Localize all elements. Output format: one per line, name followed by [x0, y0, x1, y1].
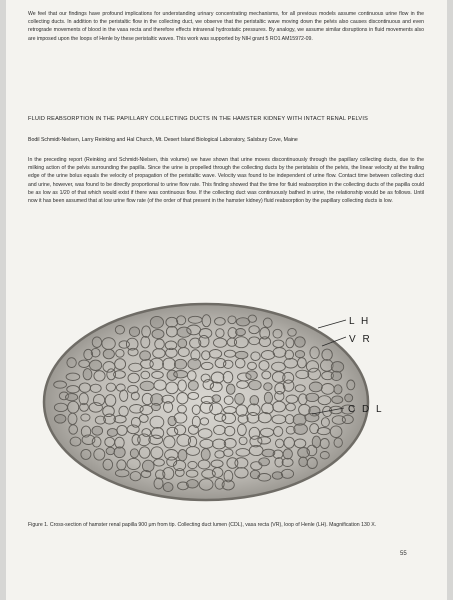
tissue-cell — [188, 381, 198, 391]
tissue-cell — [259, 458, 270, 466]
tissue-cell — [103, 349, 114, 359]
tissue-cell — [150, 316, 163, 328]
page-number: 55 — [400, 551, 407, 557]
tissue-cell — [246, 371, 257, 380]
tissue-cell — [188, 359, 201, 370]
figure-caption: Figure 1. Cross-section of hamster renal papilla 900 μm from tip. Collecting duct lumen (CDL), vasa recta (VR), loop of Henle (LH). Magnification 130 X. — [28, 522, 377, 528]
tissue-cell — [66, 394, 78, 401]
authors-line: Bodil Schmidt-Nielsen, Larry Reinking and Hal Church, Mt. Desert Island Biological Laboratory, Salsbury Cove, Maine — [28, 137, 298, 143]
tissue-cell — [129, 327, 139, 337]
tissue-cell — [92, 426, 103, 435]
tissue-cell — [174, 371, 188, 378]
tissue-cell — [331, 362, 343, 373]
tissue-cell — [90, 360, 102, 370]
tissue-cell — [264, 383, 272, 391]
tissue-cell — [142, 460, 154, 472]
tissue-cell — [250, 470, 260, 478]
tissue-cell — [177, 327, 191, 337]
tissue-cell — [187, 480, 199, 488]
tissue-cell — [212, 395, 221, 402]
tissue-cell — [55, 415, 66, 424]
tissue-cell — [334, 385, 342, 394]
tissue-cell — [331, 371, 341, 380]
tissue-cell — [201, 449, 210, 461]
tissue-cell — [345, 394, 353, 402]
document-page — [6, 0, 447, 600]
tissue-cell — [152, 329, 164, 338]
intro-paragraph: We feel that our findings have profound implications for understanding urinary concentrating mechanisms, for all previous models assume continuous urine flow in the collecting ducts. In addition to the peristaltic flow in the collecting duct, we observe that the peristaltic wave moving down the pelvis also causes discontinuous and even retrograde movements of blood in the vasa recta and therefore effects intrarenal hydrostatic pressures. By analogy, we assume similar disruptions in fluid movements also are imposed upon the loops of Henle by these peristaltic waves. This work was supported by NIH grant 5 RO1 AM15972-09. — [28, 11, 424, 42]
tissue-cell — [305, 413, 319, 422]
tissue-cell — [236, 318, 249, 326]
tissue-cell — [174, 359, 186, 369]
tissue-cell — [107, 429, 117, 437]
tissue-cell — [236, 329, 246, 336]
tissue-cell — [332, 396, 343, 404]
tissue-cell — [235, 351, 248, 358]
tissue-cell — [235, 393, 245, 404]
tissue-cell — [309, 382, 322, 392]
tissue-cell — [140, 381, 154, 390]
tissue-cell — [283, 449, 292, 459]
tissue-cell — [178, 450, 187, 461]
lh-leader-line — [318, 320, 346, 328]
tissue-cell — [264, 392, 272, 403]
micrograph-svg — [26, 298, 438, 513]
micrograph-figure — [26, 298, 438, 513]
label-vr: V R — [349, 334, 372, 345]
tissue-cell — [295, 351, 304, 358]
section-heading: FLUID REABSORPTION IN THE PAPILLARY COLLECTING DUCTS IN THE HAMSTER KIDNEY WITH INTACT RENAL PELVIS — [28, 116, 369, 122]
tissue-cell — [114, 447, 125, 458]
tissue-cell — [140, 351, 151, 361]
body-paragraph: In the preceding report (Reinking and Schmidt-Nielsen, this volume) we have shown that urine moves discontinuously through the papillary collecting ducts, due to the milking action of the pelvis surrounding the papilla. Since the urine is propelled through the collecting ducts by the peristalsis of the pelvis, the linear velocity at the trailing edge of the urine bolus equals the velocity of propagation of the peristaltic wave. Velocity was found to be independent of urine flow. Contact time between collecting duct and urine, however, was found to be directly proportional to urine flow rate. This finding showed that the time for fluid reabsorption in the collecting ducts of the papilla could be as low as 1/20 of that which would exist if there was continuous flow. If the collecting duct was continuously bathed in urine, the relationship would be as follows. Until now it has been assumed that at low urine flow rate (of the order of that present in the hamster kidney) fluid reabsorption by the papillary collecting ducts is low. — [28, 157, 424, 205]
tissue-cell — [312, 436, 320, 448]
tissue-cell — [295, 337, 306, 347]
tissue-cell — [299, 457, 308, 467]
tissue-cell — [226, 384, 235, 394]
label-cdl: C D L — [348, 404, 384, 415]
tissue-cell — [151, 403, 160, 410]
label-lh: L H — [349, 316, 371, 327]
tissue-cell — [106, 447, 115, 454]
tissue-cell — [178, 339, 187, 348]
tissue-cell — [294, 424, 308, 435]
tissue-cell — [130, 449, 138, 458]
tissue-cell — [249, 380, 261, 389]
tissue-cell — [83, 369, 92, 380]
tissue-cell — [163, 483, 173, 492]
tissue-cell — [306, 393, 319, 401]
